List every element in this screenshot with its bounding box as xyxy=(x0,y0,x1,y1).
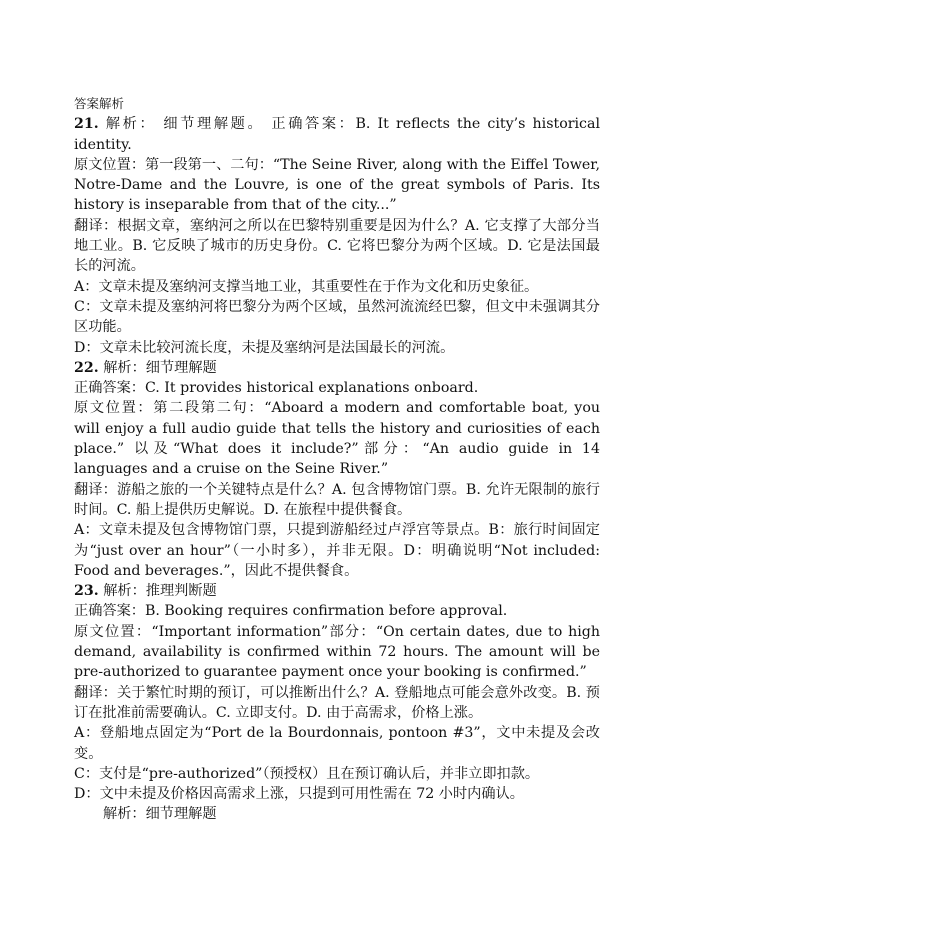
question-23 xyxy=(74,581,600,804)
q23-number: 23. xyxy=(74,583,99,600)
q22-label: 解析：细节理解题 xyxy=(103,359,217,376)
q22-explain: A：文章未提及包含博物馆门票，只提到游船经过卢浮宫等景点。B：旅行时间固定为“just over an hour”（一小时多），并非无限。D：明确说明“Not included: Food and beverages.”，因此不提供餐食。 xyxy=(74,522,600,579)
q21-number: 21. xyxy=(74,116,99,133)
q21-explain-c: C：文章未提及塞纳河将巴黎分为两个区域，虽然河流流经巴黎，但文中未强调其分区功能。 xyxy=(74,298,600,336)
q21-explain-a: A：文章未提及塞纳河支撑当地工业，其重要性在于作为文化和历史象征。 xyxy=(74,278,539,295)
answer-document xyxy=(74,94,600,825)
q22-answer: 正确答案：C. It provides historical explanations onboard. xyxy=(74,380,479,397)
q23-header xyxy=(74,581,600,601)
q22-source: 原文位置：第二段第二句：“Aboard a modern and comfortable boat, you will enjoy a full audio guide that tells the history and curiosities of each place.” 以及“What does it include?”部分：“An audio guide in 14 languages and a cruise on the Seine River.” xyxy=(74,400,600,478)
q23-source: 原文位置：“Important information”部分：“On certain dates, due to high demand, availability is confirmed within 72 hours. The amount will be pre-authorized to guarantee payment once your booking is confirmed.” xyxy=(74,623,600,681)
q23-explain-a: A：登船地点固定为“Port de la Bourdonnais, pontoon #3”，文中未提及会改变。 xyxy=(74,725,600,762)
q21-header xyxy=(74,114,600,155)
q22-number: 22. xyxy=(74,359,99,376)
question-21 xyxy=(74,114,600,358)
footer-label: 解析：细节理解题 xyxy=(103,806,217,823)
section-heading: 答案解析 xyxy=(74,96,125,111)
q23-label: 解析：推理判断题 xyxy=(103,583,217,600)
q21-explain-d: D：文章未比较河流长度，未提及塞纳河是法国最长的河流。 xyxy=(74,339,455,356)
q21-source: 原文位置：第一段第一、二句：“The Seine River, along with the Eiffel Tower, Notre-Dame and the Louvre, is one of the great symbols of Paris. Its history is inseparable from that of the city...” xyxy=(74,156,600,214)
q23-explain-d: D：文中未提及价格因高需求上涨，只提到可用性需在 72 小时内确认。 xyxy=(74,786,524,803)
question-22 xyxy=(74,358,600,581)
q23-answer: 正确答案：B. Booking requires confirmation before approval. xyxy=(74,603,508,620)
q21-label: 解析： 细节理解题。 正确答案：B. It reflects the city’s historical identity. xyxy=(74,116,600,153)
q22-translation: 翻译：游船之旅的一个关键特点是什么？A. 包含博物馆门票。B. 允许无限制的旅行时间。C. 船上提供历史解说。D. 在旅程中提供餐食。 xyxy=(74,481,600,518)
q23-explain-c: C：支付是“pre-authorized”（预授权）且在预订确认后，并非立即扣款。 xyxy=(74,765,540,782)
q22-header xyxy=(74,358,600,378)
q23-translation: 翻译：关于繁忙时期的预订，可以推断出什么？A. 登船地点可能会意外改变。B. 预订在批准前需要确认。C. 立即支付。D. 由于高需求，价格上涨。 xyxy=(74,684,600,721)
q21-translation: 翻译：根据文章，塞纳河之所以在巴黎特别重要是因为什么？A. 它支撑了大部分当地工业。B. 它反映了城市的历史身份。C. 它将巴黎分为两个区域。D. 它是法国最长的河流。 xyxy=(74,217,600,275)
